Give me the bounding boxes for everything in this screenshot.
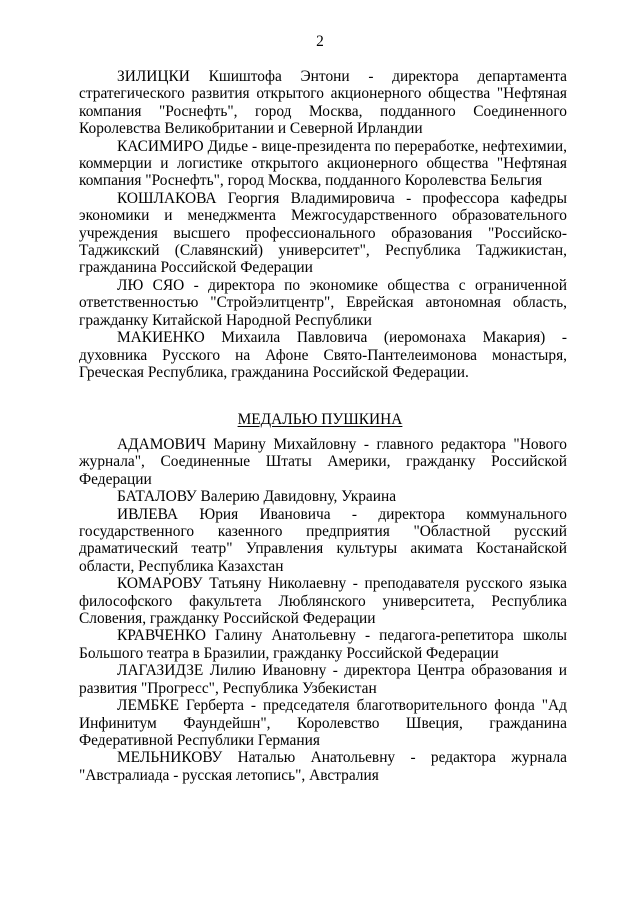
list-item: ЛАГАЗИДЗЕ Лилию Ивановну - директора Центра образования и развития "Прогресс", Республика Узбекистан (79, 662, 567, 697)
list-item: КОМАРОВУ Татьяну Николаевну - преподавателя русского языка философского факультета Люблянского университета, Республика Словения, гражданку Российской Федерации (79, 575, 567, 628)
page-number: 2 (316, 33, 324, 50)
list-item: ИВЛЕВА Юрия Ивановича - директора коммунального государственного казенного предприятия "Областной русский драматический театр" Управления культуры акимата Костанайской области, Республика Казахстан (79, 505, 567, 575)
list-item: ЛЮ СЯО - директора по экономике общества с ограниченной ответственностью "Стройэлитцентр", Еврейская автономная область, гражданку Китайской Народной Республики (79, 276, 567, 329)
list-item: МАКИЕНКО Михаила Павловича (иеромонаха Макария) - духовника Русского на Афоне Свято-Пантелеимонова монастыря, Греческая Республика, гражданина Российской Федерации. (79, 329, 567, 381)
list-item: КАСИМИРО Дидье - вице-президента по переработке, нефтехимии, коммерции и логистике открытого акционерного общества "Нефтяная компания "Роснефть", город Москва, подданного Королевства Бельгия (79, 137, 567, 190)
award-list-pushkin-medal (79, 436, 567, 784)
list-item: КОШЛАКОВА Георгия Владимировича - профессора кафедры экономики и менеджмента Межгосударственного образовательного учреждения высшего профессионального образования "Российско-Таджикский (Славянский) университет", Республика Таджикистан, гражданина Российской Федерации (79, 189, 567, 277)
list-item: ЛЕМБКЕ Герберта - председателя благотворительного фонда "Ад Инфинитум Фаундейшн", Королевство Швеция, гражданина Федеративной Республики Германия (79, 697, 567, 749)
list-item: АДАМОВИЧ Марину Михайловну - главного редактора "Нового журнала", Соединенные Штаты Америки, гражданку Российской Федерации (79, 436, 567, 488)
section-heading: МЕДАЛЬЮ ПУШКИНА (237, 411, 403, 428)
list-item: ЗИЛИЦКИ Кшиштофа Энтони - директора департамента стратегического развития открытого акционерного общества "Нефтяная компания "Роснефть", город Москва, подданного Соединенного Королевства Великобритании и Северной Ирландии (79, 68, 567, 138)
award-list-top (79, 68, 567, 381)
list-item: МЕЛЬНИКОВУ Наталью Анатольевну - редактора журнала "Австралиада - русская летопись", Австралия (79, 749, 567, 784)
list-item: КРАВЧЕНКО Галину Анатольевну - педагога-репетитора школы Большого театра в Бразилии, гражданку Российской Федерации (79, 627, 567, 662)
list-item: БАТАЛОВУ Валерию Давидовну, Украина (117, 488, 397, 506)
